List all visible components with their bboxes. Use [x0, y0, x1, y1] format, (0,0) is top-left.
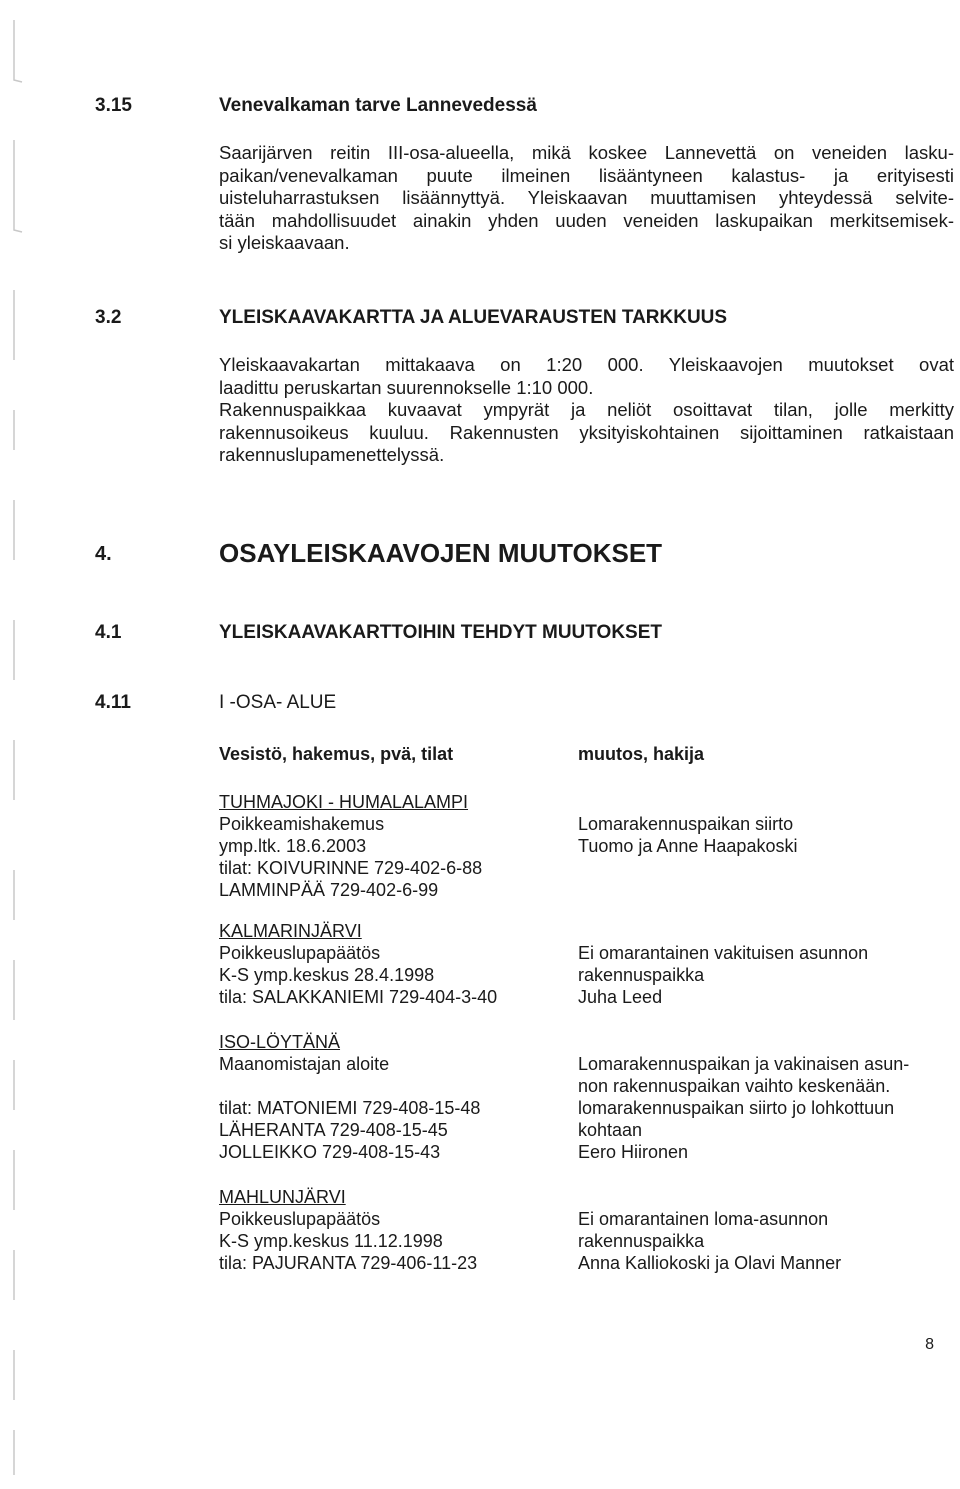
entry-line: Ei omarantainen vakituisen asunnon: [578, 943, 869, 963]
page-number: 8: [925, 1336, 934, 1353]
entry-line: JOLLEIKKO 729-408-15-43: [219, 1142, 441, 1162]
entry-line: Poikkeuslupapäätös: [219, 1209, 381, 1229]
entry-left: [219, 1031, 549, 1163]
entry-spacer: [219, 1075, 549, 1097]
entry-line: K-S ymp.keskus 28.4.1998: [219, 965, 435, 985]
entry-title: KALMARINJÄRVI: [219, 921, 362, 941]
entry-line: rakennuspaikka: [578, 965, 705, 985]
entry-title: ISO-LÖYTÄNÄ: [219, 1032, 341, 1052]
right-column-header: muutos, hakija: [578, 744, 705, 764]
entry-line: kohtaan: [578, 1120, 643, 1140]
section-body: [219, 354, 954, 467]
entry-line: Juha Leed: [578, 987, 663, 1007]
entry-right: [578, 813, 928, 857]
body-line: laadittu peruskartan suurennokselle 1:10 000.: [219, 376, 594, 398]
entry-line: Maanomistajan aloite: [219, 1054, 390, 1074]
entry-line: LAMMINPÄÄ 729-402-6-99: [219, 880, 439, 900]
entry-left: [219, 791, 549, 901]
entry-line: non rakennuspaikan vaihto keskenään.: [578, 1076, 891, 1096]
section-heading: Venevalkaman tarve Lannevedessä: [219, 95, 537, 116]
scan-binding-marks: [6, 0, 26, 1489]
chapter-heading: OSAYLEISKAAVOJEN MUUTOKSET: [219, 538, 663, 568]
body-line: rakennusoikeus kuuluu. Rakennusten yksityiskohtainen sijoittaminen ratkaistaan: [219, 421, 954, 443]
entry-right: [578, 1053, 928, 1163]
section-number: 3.2: [95, 307, 122, 328]
entry-line: tilat: MATONIEMI 729-408-15-48: [219, 1098, 481, 1118]
entry-line: lomarakennuspaikan siirto jo lohkottuun: [578, 1098, 895, 1118]
section-heading: YLEISKAAVAKARTTOIHIN TEHDYT MUUTOKSET: [219, 622, 662, 643]
body-line: Saarijärven reitin III-osa-alueella, mikä koskee Lannevettä on veneiden lasku-: [219, 142, 954, 163]
section-number: 3.15: [95, 95, 132, 116]
entry-title: MAHLUNJÄRVI: [219, 1187, 346, 1207]
entry-line: ymp.ltk. 18.6.2003: [219, 836, 367, 856]
body-line: uisteluharrastuksen lisäännyttyä. Yleiskaavan muuttamisen yhteydessä selvite-: [219, 187, 954, 209]
entry-title: TUHMAJOKI - HUMALALAMPI: [219, 792, 469, 812]
entry-right: [578, 942, 928, 1008]
entry-line: Anna Kalliokoski ja Olavi Manner: [578, 1253, 842, 1273]
body-line: si yleiskaavaan.: [219, 232, 350, 254]
entry-line: Eero Hiironen: [578, 1142, 689, 1162]
body-line: tään mahdollisuudet ainakin yhden uuden veneiden laskupaikan merkitsemisek-: [219, 209, 954, 231]
section-heading: YLEISKAAVAKARTTA JA ALUEVARAUSTEN TARKKUUS: [219, 307, 728, 328]
entry-line: Poikkeuslupapäätös: [219, 943, 381, 963]
entry-line: LÄHERANTA 729-408-15-45: [219, 1120, 448, 1140]
left-column-header: Vesistö, hakemus, pvä, tilat: [219, 744, 454, 764]
section-body: [219, 142, 954, 255]
section-number: 4.11: [95, 692, 131, 713]
body-line: Rakennuspaikkaa kuvaavat ympyrät ja neliöt osoittavat tilan, jolle merkitty: [219, 399, 954, 421]
entry-line: Ei omarantainen loma-asunnon: [578, 1209, 829, 1229]
section-heading: I -OSA- ALUE: [219, 692, 337, 713]
entry-line: Poikkeamishakemus: [219, 814, 385, 834]
entry-line: tilat: KOIVURINNE 729-402-6-88: [219, 858, 483, 878]
entry-line: K-S ymp.keskus 11.12.1998: [219, 1231, 443, 1251]
entry-line: tila: SALAKKANIEMI 729-404-3-40: [219, 987, 498, 1007]
body-line: rakennuslupamenettelyssä.: [219, 444, 445, 466]
entry-left: [219, 920, 549, 1008]
entry-line: rakennuspaikka: [578, 1231, 705, 1251]
section-number: 4.1: [95, 622, 122, 643]
entry-left: [219, 1186, 549, 1274]
entry-line: Lomarakennuspaikan ja vakinaisen asun-: [578, 1054, 910, 1074]
body-line: Yleiskaavakartan mittakaava on 1:20 000. Yleiskaavojen muutokset ovat: [219, 354, 954, 375]
entry-right: [578, 1208, 928, 1274]
chapter-number: 4.: [95, 543, 112, 565]
entry-line: Tuomo ja Anne Haapakoski: [578, 836, 798, 856]
entry-line: Lomarakennuspaikan siirto: [578, 814, 794, 834]
body-line: paikan/venevalkaman puute ilmeinen lisääntyneen kalastus- ja erityisesti: [219, 164, 954, 186]
entry-line: tila: PAJURANTA 729-406-11-23: [219, 1253, 478, 1273]
